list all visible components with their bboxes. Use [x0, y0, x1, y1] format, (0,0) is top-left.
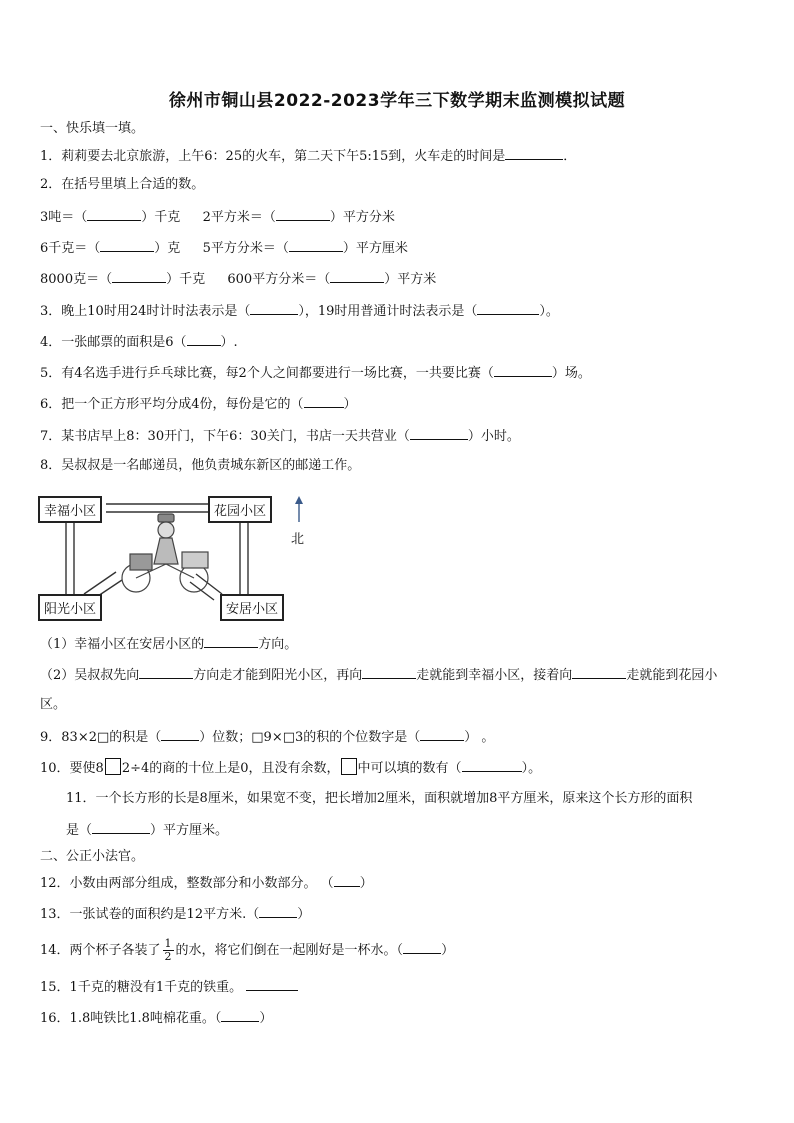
question-text: 6千克＝（ [40, 241, 101, 256]
question-text: 13．一张试卷的面积约是12平方米.（ [40, 907, 260, 922]
question-8: 8．吴叔叔是一名邮递员，他负责城东新区的邮递工作。 [40, 458, 361, 473]
question-text: ． [563, 149, 577, 164]
section-heading-1: 一、快乐填一填。 [40, 121, 145, 136]
question-5 [40, 363, 591, 383]
question-text: 是（ [66, 823, 93, 838]
question-15 [40, 977, 298, 997]
answer-blank[interactable] [139, 665, 193, 679]
question-text: ）. [220, 335, 238, 350]
question-text: ）千克 [166, 272, 206, 287]
question-6 [40, 394, 357, 414]
question-text: 5平方分米＝（ [202, 241, 289, 256]
question-text: ） [441, 943, 455, 958]
question-text: ），19时用普通计时法表示是（ [298, 304, 478, 319]
answer-blank[interactable] [250, 301, 298, 315]
question-2-row-3 [40, 269, 436, 289]
question-2-row-2 [40, 238, 408, 258]
question-text: 9．83×2□的积是（ [40, 730, 162, 745]
answer-blank[interactable] [462, 758, 522, 772]
answer-blank[interactable] [410, 426, 468, 440]
question-text: ）克 [154, 241, 181, 256]
question-8-part-2-cont: 区。 [40, 697, 67, 712]
question-text: ）平方厘米。 [150, 823, 229, 838]
road-diagonal [84, 572, 116, 594]
digit-box[interactable] [341, 758, 357, 775]
question-text: ） [297, 907, 311, 922]
question-text: 15．1千克的糖没有1千克的铁重。 [40, 980, 243, 995]
answer-blank[interactable] [92, 820, 150, 834]
question-text: 中可以填的数有（ [357, 761, 462, 776]
answer-blank[interactable] [420, 727, 464, 741]
question-text: ）平方厘米 [342, 241, 408, 256]
question-8-part-1 [40, 634, 297, 654]
question-7 [40, 426, 520, 446]
question-text: 1．莉莉要去北京旅游，上午6：25的火车，第二天下午5:15到，火车走的时间是 [40, 149, 506, 164]
answer-blank[interactable] [187, 332, 221, 346]
answer-blank[interactable] [334, 873, 360, 887]
question-text: 12．小数由两部分组成，整数部分和小数部分。 （ [40, 876, 334, 891]
answer-blank[interactable] [330, 269, 384, 283]
huayuan-district-label: 花园小区 [208, 496, 272, 523]
question-1 [40, 146, 576, 166]
question-text: ） [343, 397, 357, 412]
question-text: 方向。 [258, 637, 298, 652]
question-11: 11．一个长方形的长是8厘米，如果宽不变，把长增加2厘米，面积就增加8平方厘米，原来这个长方形的面积 [66, 791, 693, 806]
yangguang-district-label: 阳光小区 [38, 594, 102, 621]
question-text: ）位数；□9×□3的积的个位数字是（ [199, 730, 421, 745]
answer-blank[interactable] [572, 665, 626, 679]
fraction-denominator: 2 [164, 950, 172, 963]
question-text: 3．晚上10时用24时计时法表示是（ [40, 304, 251, 319]
fraction-one-half [163, 938, 174, 963]
answer-blank[interactable] [276, 207, 330, 221]
digit-box[interactable] [105, 758, 121, 775]
question-text: （1）幸福小区在安居小区的 [40, 637, 205, 652]
question-text: ）平方米 [384, 272, 437, 287]
answer-blank[interactable] [362, 665, 416, 679]
question-14 [40, 938, 454, 963]
question-text: 走就能到花园小 [626, 668, 718, 683]
answer-blank[interactable] [403, 940, 441, 954]
answer-blank[interactable] [204, 634, 258, 648]
answer-blank[interactable] [87, 207, 141, 221]
question-text: 的水，将它们倒在一起刚好是一杯水。（ [175, 943, 404, 958]
question-text: ） [359, 876, 373, 891]
answer-blank[interactable] [477, 301, 539, 315]
question-text: 2平方米＝（ [202, 210, 276, 225]
question-8-part-2 [40, 665, 717, 685]
question-text: ）平方分米 [329, 210, 395, 225]
fraction-numerator: 1 [164, 937, 172, 950]
question-2: 2．在括号里填上合适的数。 [40, 177, 205, 192]
answer-blank[interactable] [494, 363, 552, 377]
question-text: 14．两个杯子各装了 [40, 943, 161, 958]
page-title: 徐州市铜山县2022-2023学年三下数学期末监测模拟试题 [168, 91, 626, 111]
answer-blank[interactable] [505, 146, 563, 160]
question-text: 5．有4名选手进行乒乓球比赛，每2个人之间都要进行一场比赛，一共要比赛（ [40, 366, 494, 381]
question-4 [40, 332, 238, 352]
section-heading-2: 二、公正小法官。 [40, 849, 145, 864]
question-text: ）小时。 [467, 429, 520, 444]
question-16 [40, 1008, 272, 1028]
question-text: 方向走才能到阳光小区，再向 [193, 668, 363, 683]
question-text: ）。 [521, 761, 542, 776]
question-text: 6．把一个正方形平均分成4份，每份是它的（ [40, 397, 304, 412]
question-9 [40, 727, 494, 747]
question-text: 8000克＝（ [40, 272, 113, 287]
district-map [36, 494, 316, 624]
question-text: ）。 [539, 304, 559, 319]
question-3 [40, 301, 559, 321]
anju-district-label: 安居小区 [220, 594, 284, 621]
xingfu-district-label: 幸福小区 [38, 496, 102, 523]
question-text: 16．1.8吨铁比1.8吨棉花重。（ [40, 1011, 222, 1026]
question-12 [40, 873, 373, 893]
question-11-cont [66, 820, 228, 840]
question-text: （2）吴叔叔先向 [40, 668, 140, 683]
answer-blank[interactable] [259, 904, 297, 918]
north-label: 北 [291, 532, 305, 547]
answer-blank[interactable] [100, 238, 154, 252]
question-text: ） [259, 1011, 273, 1026]
question-text: 走就能到幸福小区，接着向 [416, 668, 573, 683]
question-text: 10．要使8 [40, 761, 104, 776]
question-text: 2÷4的商的十位上是0，且没有余数， [121, 761, 340, 776]
question-text: ） 。 [464, 730, 495, 745]
question-text: 7．某书店早上8：30开门，下午6：30关门，书店一天共营业（ [40, 429, 410, 444]
answer-blank[interactable] [289, 238, 343, 252]
question-2-row-1 [40, 207, 395, 227]
question-text: ）场。 [551, 366, 591, 381]
postman-bicycle-icon [122, 514, 208, 592]
answer-blank[interactable] [161, 727, 199, 741]
question-13 [40, 904, 310, 924]
answer-blank[interactable] [246, 977, 298, 991]
question-text: 3吨＝（ [40, 210, 88, 225]
question-10 [40, 758, 541, 778]
question-text: 4．一张邮票的面积是6（ [40, 335, 187, 350]
question-text: ）千克 [141, 210, 181, 225]
answer-blank[interactable] [112, 269, 166, 283]
answer-blank[interactable] [304, 394, 344, 408]
question-text: 600平方分米＝（ [227, 272, 331, 287]
north-arrow-icon [290, 496, 310, 556]
answer-blank[interactable] [221, 1008, 259, 1022]
